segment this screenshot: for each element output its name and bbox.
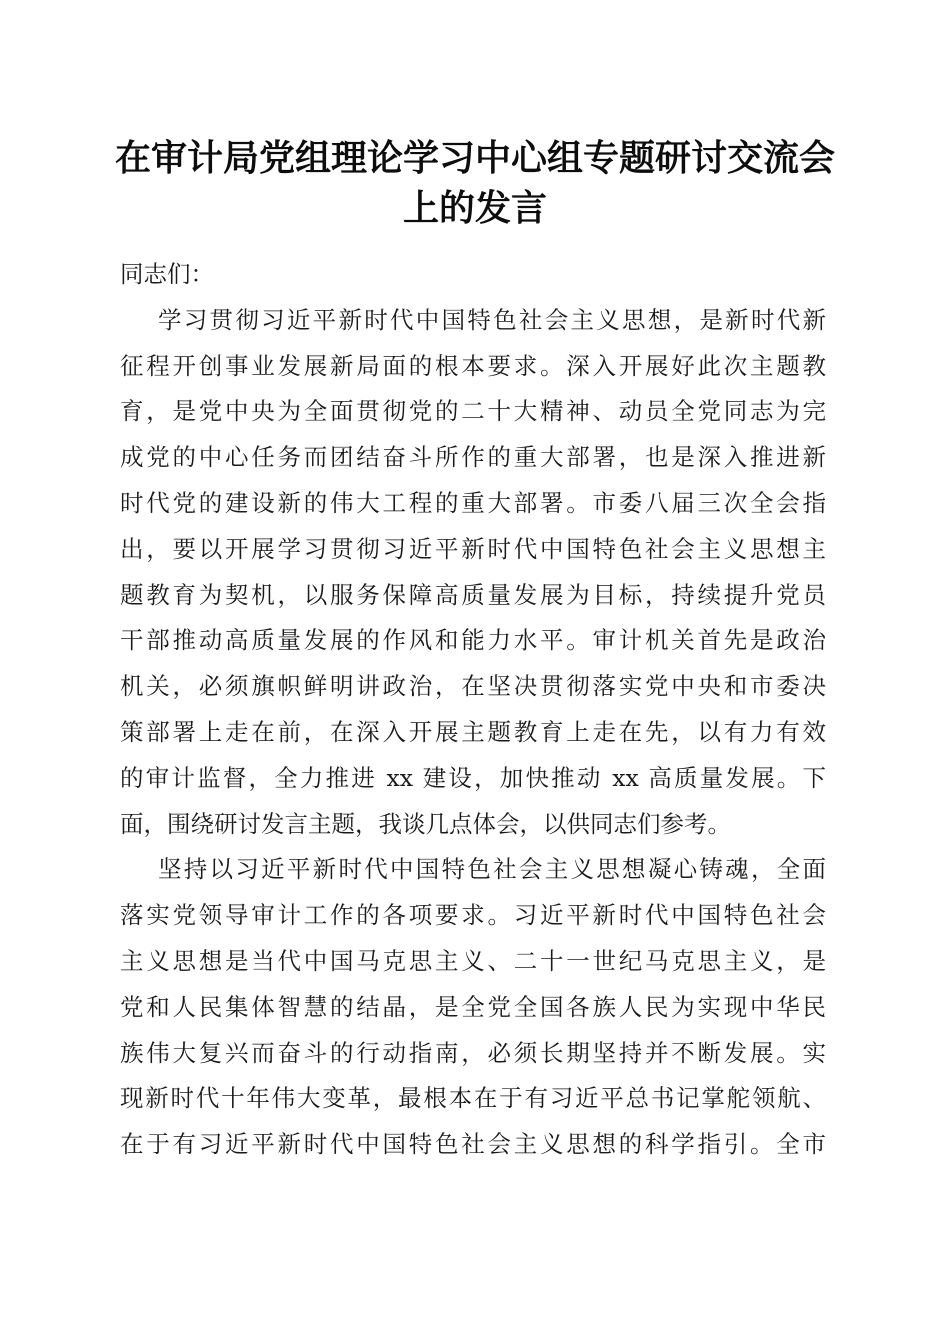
paragraph-line: 育，是党中央为全面贯彻党的二十大精神、动员全党同志为完	[120, 397, 826, 426]
paragraph-line: 策部署上走在前，在深入开展主题教育上走在先，以有力有效	[120, 717, 826, 746]
greeting: 同志们：	[120, 260, 214, 288]
document-body	[120, 252, 830, 1168]
page-title	[100, 133, 850, 233]
paragraph-line: 现新时代十年伟大变革，最根本在于有习近平总书记掌舵领航、	[120, 1084, 826, 1113]
title-line-2: 上的发言	[402, 187, 547, 229]
paragraph-line: 的审计监督，全力推进 xx 建设，加快推动 xx 高质量发展。下	[120, 763, 826, 792]
paragraph-line: 在于有习近平新时代中国特色社会主义思想的科学指引。全市	[120, 1130, 826, 1159]
paragraph-line: 干部推动高质量发展的作风和能力水平。审计机关首先是政治	[120, 626, 826, 655]
paragraph-line: 题教育为契机，以服务保障高质量发展为目标，持续提升党员	[120, 580, 826, 609]
paragraph-line: 坚持以习近平新时代中国特色社会主义思想凝心铸魂，全面	[158, 855, 826, 884]
paragraph-line: 出，要以开展学习贯彻习近平新时代中国特色社会主义思想主	[120, 534, 826, 563]
paragraph-line: 时代党的建设新的伟大工程的重大部署。市委八届三次全会指	[120, 488, 826, 517]
paragraph-line: 族伟大复兴而奋斗的行动指南，必须长期坚持并不断发展。实	[120, 1038, 826, 1067]
paragraph-line: 党和人民集体智慧的结晶，是全党全国各族人民为实现中华民	[120, 992, 826, 1021]
paragraph-line: 落实党领导审计工作的各项要求。习近平新时代中国特色社会	[120, 901, 826, 930]
paragraph-2	[120, 847, 830, 1168]
paragraph-line: 面，围绕研讨发言主题，我谈几点体会，以供同志们参考。	[120, 809, 731, 838]
title-line-1: 在审计局党组理论学习中心组专题研讨交流会	[114, 137, 835, 179]
paragraph-line: 学习贯彻习近平新时代中国特色社会主义思想，是新时代新	[158, 305, 826, 334]
paragraph-1	[120, 298, 830, 848]
paragraph-line: 机关，必须旗帜鲜明讲政治，在坚决贯彻落实党中央和市委决	[120, 672, 826, 701]
paragraph-line: 征程开创事业发展新局面的根本要求。深入开展好此次主题教	[120, 351, 826, 380]
paragraph-line: 成党的中心任务而团结奋斗所作的重大部署，也是深入推进新	[120, 443, 826, 472]
paragraph-line: 主义思想是当代中国马克思主义、二十一世纪马克思主义，是	[120, 946, 826, 975]
